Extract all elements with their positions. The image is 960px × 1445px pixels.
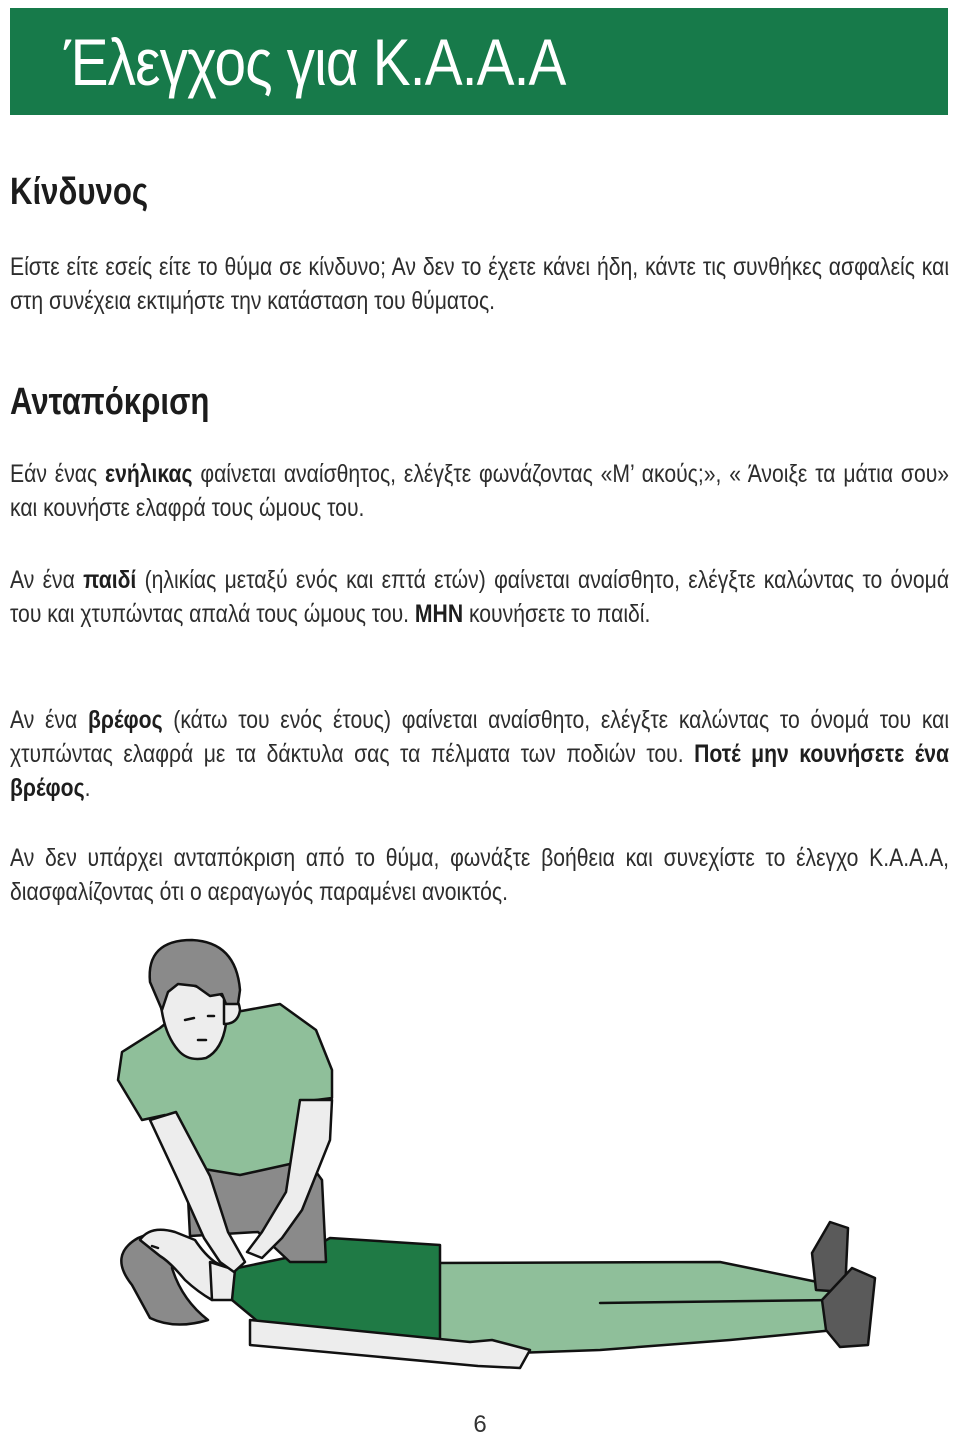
paragraph-text: . bbox=[84, 774, 91, 802]
paragraph-text: (ηλικίας μεταξύ ενός και επτά ετών) φαίνεται αναίσθητο, ελέγξτε καλώντας το όνομά του και χτυπώντας απαλά τους ώμους του. bbox=[10, 566, 950, 628]
paragraph-child bbox=[10, 563, 949, 631]
paragraph-text: Αν δεν υπάρχει ανταπόκριση από το θύμα, φωνάξτε βοήθεια και συνεχίστε το έλεγχο Κ.Α.Α.Α, διασφαλίζοντας ότι ο αεραγωγός παραμένει ανοικτός. bbox=[10, 844, 950, 906]
emphasis-text: Ποτέ μην κουνήσετε ένα βρέφος bbox=[10, 740, 950, 802]
paragraph-text: κουνήσετε το παιδί. bbox=[463, 600, 651, 628]
title-banner bbox=[10, 8, 948, 115]
emphasis-text: ενήλικας bbox=[105, 460, 193, 488]
section-heading-danger: Κίνδυνος bbox=[10, 171, 149, 213]
emphasis-text: ΜΗΝ bbox=[414, 600, 464, 628]
paragraph-no-response bbox=[10, 841, 949, 909]
paragraph-danger bbox=[10, 250, 949, 318]
emphasis-text: βρέφος bbox=[87, 706, 163, 734]
section-heading-response: Ανταπόκριση bbox=[10, 381, 210, 423]
paragraph-text: φαίνεται αναίσθητος, ελέγξτε φωνάζοντας «Μ’ ακούς;», « Άνοιξε τα μάτια σου» και κουνήστε ελαφρά τους ώμους του. bbox=[10, 460, 950, 522]
paragraph-infant bbox=[10, 703, 949, 805]
paragraph-text: (κάτω του ενός έτους) φαίνεται αναίσθητο, ελέγξτε καλώντας το όνομά του και χτυπώντας ελαφρά με τα δάκτυλα σας τα πέλματα των ποδιών του. bbox=[10, 706, 950, 768]
emphasis-text: παιδί bbox=[83, 566, 137, 594]
paragraph-text: Αν ένα bbox=[10, 706, 88, 734]
paragraph-text: Αν ένα bbox=[10, 566, 84, 594]
paragraph-adult bbox=[10, 457, 949, 525]
paragraph-text: Εάν ένας bbox=[10, 460, 106, 488]
rescuer-checking-response-illustration bbox=[0, 930, 960, 1400]
paragraph-text: Είστε είτε εσείς είτε το θύμα σε κίνδυνο; Αν δεν το έχετε κάνει ήδη, κάντε τις συνθήκες ασφαλείς και στη συνέχεια εκτιμήστε την κατάσταση του θύματος. bbox=[10, 253, 950, 315]
page-title: Έλεγχος για Κ.Α.Α.Α bbox=[64, 25, 566, 99]
page-number: 6 bbox=[473, 1411, 487, 1438]
